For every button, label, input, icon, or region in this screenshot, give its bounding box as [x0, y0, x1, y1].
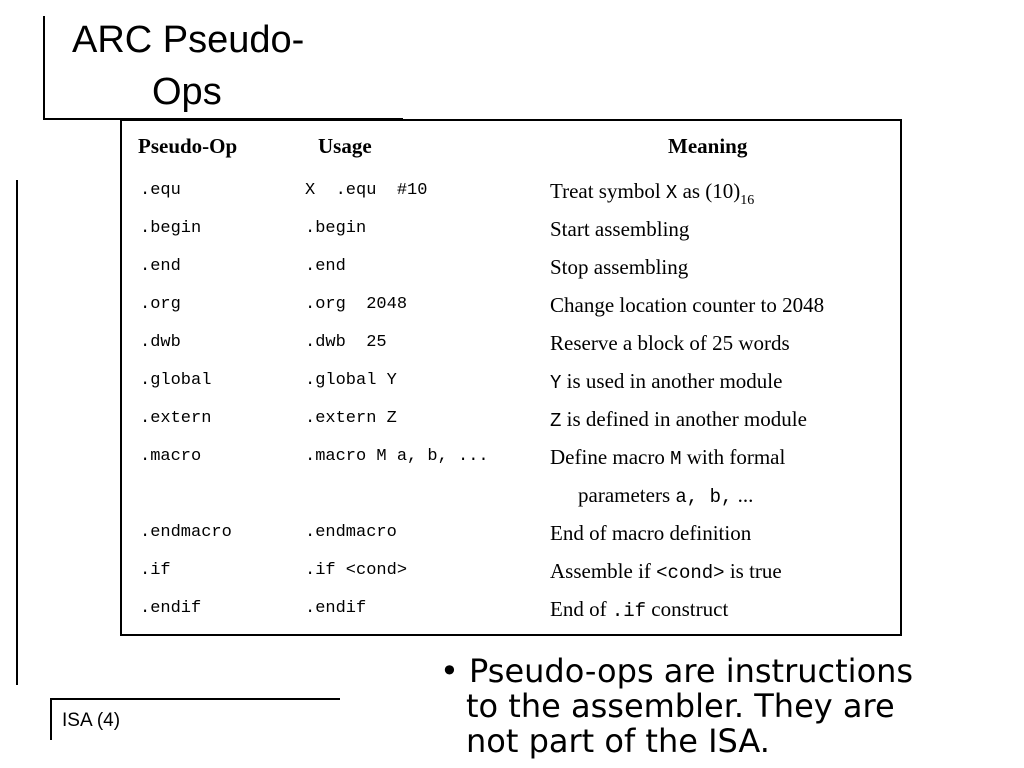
cell-meaning: Stop assembling — [550, 255, 689, 279]
bullet-icon: • — [440, 652, 459, 690]
cell-usage: .dwb 25 — [305, 333, 387, 352]
meaning-text: End of — [550, 597, 612, 621]
slide-title-line-1: ARC Pseudo- — [72, 19, 305, 61]
meaning-code: <cond> — [656, 562, 725, 584]
meaning-text: Treat symbol — [550, 179, 666, 203]
cell-usage: .org 2048 — [305, 295, 408, 314]
cell-meaning: Change location counter to 2048 — [550, 293, 825, 317]
cell-pseudo-op: .begin — [140, 219, 202, 238]
cell-pseudo-op: .macro — [140, 447, 202, 466]
cell-pseudo-op: .dwb — [140, 333, 181, 352]
cell-usage: .global Y — [305, 371, 397, 390]
header-usage: Usage — [318, 134, 372, 158]
meaning-subscript: 16 — [740, 193, 755, 208]
cell-usage: .end — [305, 257, 346, 276]
table-row-if — [122, 553, 900, 589]
cell-usage: .extern Z — [305, 409, 397, 428]
table-row-dwb — [122, 325, 900, 361]
cell-pseudo-op: .endif — [140, 599, 202, 618]
bullet-line-2: to the assembler. They are — [466, 687, 895, 725]
bullet-text — [440, 654, 1020, 759]
bullet-line-3: not part of the ISA. — [466, 722, 770, 760]
cell-usage: X .equ #10 — [305, 181, 428, 200]
table-row-extern — [122, 401, 900, 437]
left-margin-line — [16, 180, 18, 685]
cell-meaning — [550, 553, 782, 591]
cell-meaning — [550, 591, 728, 629]
cell-meaning-continued — [578, 477, 753, 515]
slide-footer: ISA (4) — [62, 710, 121, 731]
meaning-code: Y — [550, 372, 562, 394]
meaning-code: .if — [611, 600, 647, 622]
table-row-org — [122, 287, 900, 323]
table-row-endif — [122, 591, 900, 627]
table-row-macro-continued — [122, 477, 900, 513]
meaning-text: construct — [646, 597, 729, 621]
cell-usage: .begin — [305, 219, 367, 238]
table-row-global — [122, 363, 900, 399]
slide-title-line-2: Ops — [152, 71, 222, 113]
bullet-line-1 — [440, 654, 1020, 689]
footer-border-vertical — [50, 698, 52, 740]
title-border-vertical — [43, 16, 45, 118]
cell-usage: .endmacro — [305, 523, 397, 542]
cell-usage: .if <cond> — [305, 561, 408, 580]
cell-pseudo-op: .extern — [140, 409, 212, 428]
meaning-text: parameters — [578, 483, 676, 507]
meaning-text: ... — [732, 483, 754, 507]
meaning-text: Define macro — [550, 445, 671, 469]
meaning-text: Assemble if — [550, 559, 657, 583]
cell-meaning: Reserve a block of 25 words — [550, 331, 790, 355]
meaning-code: X — [665, 182, 678, 204]
cell-pseudo-op: .endmacro — [140, 523, 232, 542]
meaning-text: is true — [724, 559, 782, 583]
meaning-text: is defined in another module — [561, 407, 807, 431]
table-row-end — [122, 249, 900, 285]
cell-meaning — [550, 363, 782, 401]
meaning-code: a, b, — [675, 486, 733, 508]
cell-pseudo-op: .equ — [140, 181, 181, 200]
meaning-text: as (10) — [677, 179, 741, 203]
slide-title — [72, 14, 402, 118]
cell-pseudo-op: .global — [140, 371, 212, 390]
cell-meaning — [550, 439, 785, 477]
footer-border-horizontal — [50, 698, 340, 700]
bullet-line-1-text: Pseudo-ops are instructions — [469, 652, 914, 690]
cell-usage: .endif — [305, 599, 367, 618]
meaning-code: M — [670, 448, 682, 470]
cell-usage: .macro M a, b, ... — [305, 447, 489, 466]
table-row-macro — [122, 439, 900, 475]
cell-pseudo-op: .end — [140, 257, 181, 276]
cell-pseudo-op: .if — [140, 561, 171, 580]
cell-meaning: Start assembling — [550, 217, 690, 241]
meaning-text: is used in another module — [561, 369, 783, 393]
cell-pseudo-op: .org — [140, 295, 181, 314]
pseudo-ops-table — [120, 119, 902, 636]
header-pseudo-op: Pseudo-Op — [138, 134, 238, 158]
cell-meaning — [550, 401, 807, 439]
meaning-code: Z — [550, 410, 562, 432]
header-meaning: Meaning — [668, 134, 748, 158]
table-row-equ — [122, 173, 900, 209]
meaning-text: with formal — [681, 445, 786, 469]
table-row-begin — [122, 211, 900, 247]
cell-meaning: End of macro definition — [550, 521, 752, 545]
table-row-endmacro — [122, 515, 900, 551]
